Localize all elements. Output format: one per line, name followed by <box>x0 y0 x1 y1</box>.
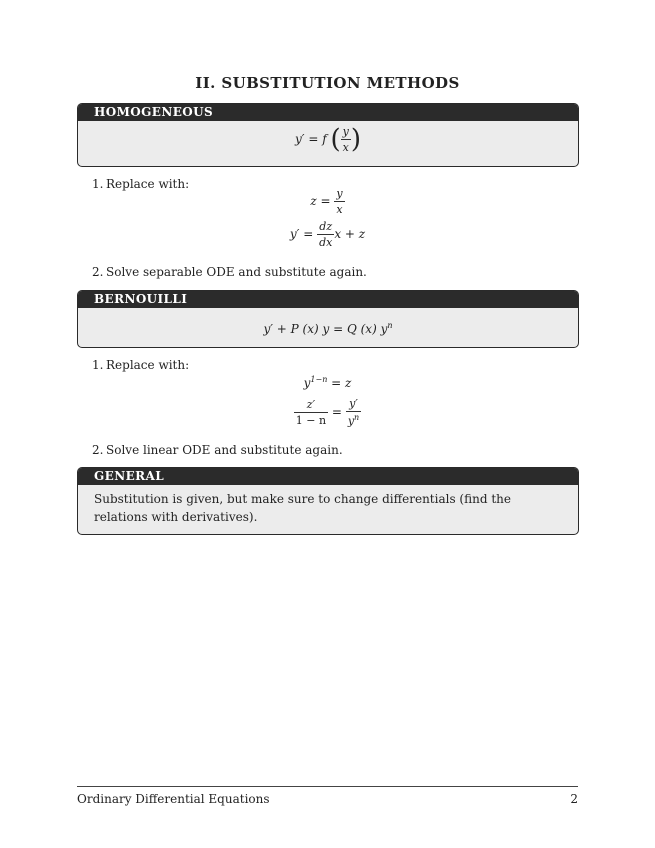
homogeneous-fraction <box>341 126 351 153</box>
step-number: 1. <box>92 177 104 191</box>
step-number: 2. <box>92 443 104 457</box>
step-number: 2. <box>92 265 104 279</box>
homogeneous-step-2 <box>92 265 367 279</box>
homogeneous-box <box>77 103 579 167</box>
sub2-rden-base: y <box>347 414 355 428</box>
general-text: Substitution is given, but make sure to change differentials (find the relations with derivatives). <box>94 492 511 524</box>
sub2-left-denominator: 1 − n <box>295 413 327 427</box>
right-paren: ) <box>350 124 361 155</box>
left-paren: ( <box>330 124 341 155</box>
sub1-rhs: = z <box>327 376 352 390</box>
sub2-right-fraction <box>346 398 361 427</box>
homogeneous-sub-z <box>0 188 655 215</box>
bernouilli-sub-1 <box>0 375 655 390</box>
bernouilli-step-2 <box>92 443 343 457</box>
sub2-left-numerator: z′ <box>294 399 328 413</box>
bernouilli-header: BERNOUILLI <box>78 291 578 308</box>
step-text: Replace with: <box>106 358 190 372</box>
footer-title: Ordinary Differential Equations <box>77 792 270 806</box>
sub2-rden-exponent: n <box>354 413 360 422</box>
bernouilli-sub-2 <box>0 398 655 427</box>
step-text: Replace with: <box>106 177 190 191</box>
yprime-numerator: dz <box>317 221 334 235</box>
step-text: Solve separable ODE and substitute again. <box>106 265 367 279</box>
section-title: II. SUBSTITUTION METHODS <box>195 74 460 92</box>
bernouilli-equation <box>78 308 578 336</box>
general-box <box>77 467 579 535</box>
bernouilli-step-1 <box>92 358 189 372</box>
sub2-right-numerator: y′ <box>346 398 361 412</box>
homogeneous-header: HOMOGENEOUS <box>78 104 578 121</box>
bernouilli-eq-text: y′ + P (x) y = Q (x) y <box>263 322 388 336</box>
sub2-right-denominator <box>346 412 361 427</box>
bernouilli-box <box>77 290 579 348</box>
yprime-fraction <box>317 221 334 248</box>
z-fraction <box>334 188 344 215</box>
footer-rule <box>77 786 578 787</box>
homogeneous-eq-lhs: y′ = f <box>295 132 327 146</box>
general-header: GENERAL <box>78 468 578 485</box>
z-denominator: x <box>336 203 343 216</box>
step-text: Solve linear ODE and substitute again. <box>106 443 343 457</box>
fraction-numerator: y <box>342 125 349 138</box>
yprime-lhs: y′ = <box>289 227 314 241</box>
sub1-base: y <box>303 376 311 390</box>
sub2-left-fraction <box>294 399 328 426</box>
z-numerator: y <box>336 187 343 200</box>
homogeneous-sub-yprime <box>0 221 655 248</box>
sub2-equals: = <box>331 404 342 419</box>
sub1-exponent: 1−n <box>310 375 328 384</box>
fraction-denominator: x <box>342 141 349 154</box>
z-lhs: z = <box>310 194 331 208</box>
yprime-rhs: x + z <box>334 227 366 241</box>
homogeneous-equation <box>78 121 578 153</box>
page-number: 2 <box>570 792 578 806</box>
yprime-denominator: dx <box>319 236 333 249</box>
step-number: 1. <box>92 358 104 372</box>
bernouilli-eq-exponent: n <box>387 321 393 330</box>
